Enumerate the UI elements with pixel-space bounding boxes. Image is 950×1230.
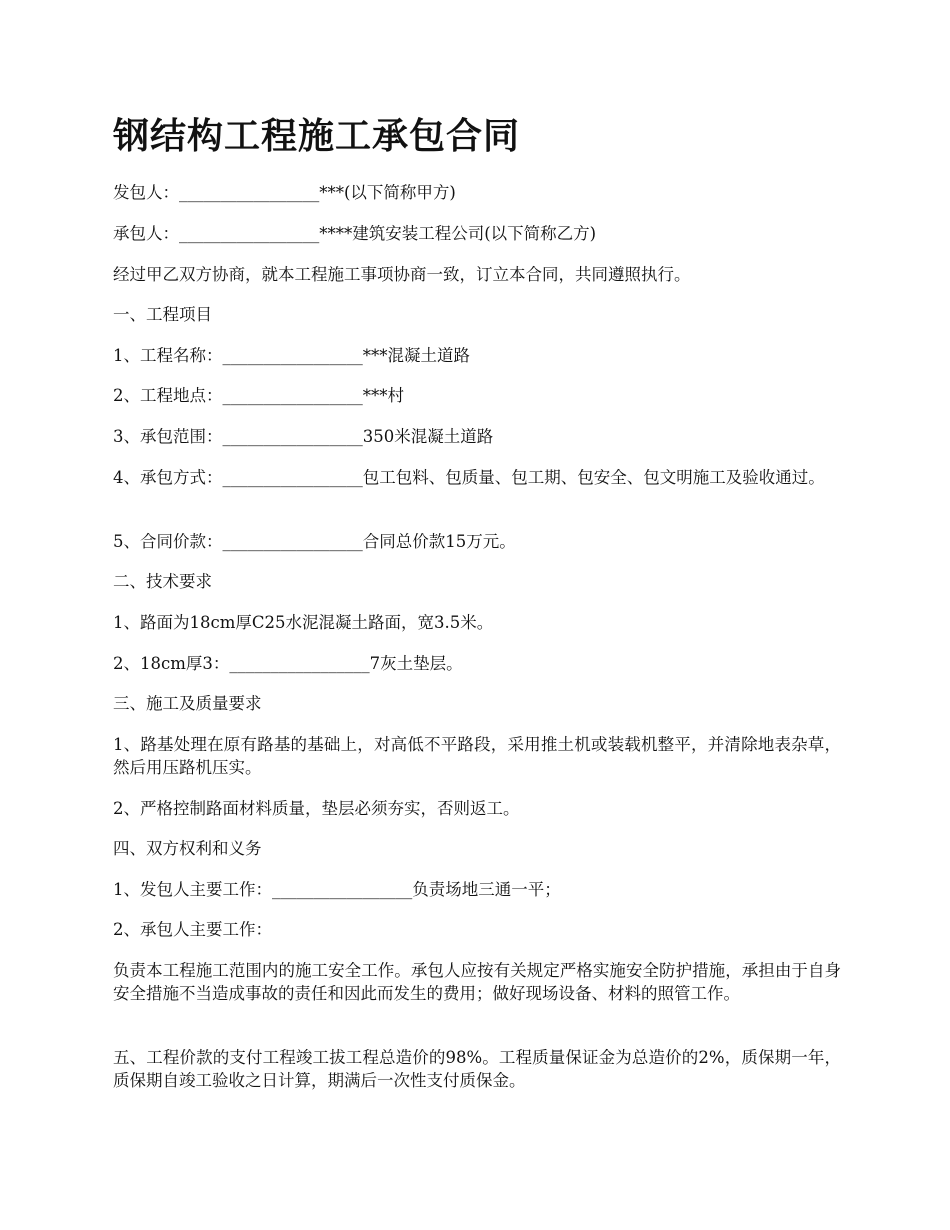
project-name-line: 1、工程名称：_________________***混凝土道路 [113, 346, 470, 365]
employer-line: 发包人：_________________***(以下简称甲方) [113, 183, 456, 202]
contract-price-line: 5、合同价款：_________________合同总价款15万元。 [113, 532, 516, 551]
contractor-duty-line: 2、承包人主要工作： [113, 920, 272, 939]
contractor-duty-paragraph: 负责本工程施工范围内的施工安全工作。承包人应按有关规定严格实施安全防护措施，承担由于自身安全措施不当造成事故的责任和因此而发生的费用；做好现场设备、材料的照管工作。 [113, 961, 841, 1003]
section-heading: 一、工程项目 [113, 305, 212, 324]
contract-scope-line: 3、承包范围：_________________350米混凝土道路 [113, 427, 494, 446]
quality-requirement-item: 2、严格控制路面材料质量，垫层必须夯实，否则返工。 [113, 799, 520, 818]
payment-terms-paragraph: 五、工程价款的支付工程竣工拔工程总造价的98%。工程质量保证金为总造价的2%，质保期一年，质保期自竣工验收之日计算，期满后一次性支付质保金。 [113, 1048, 841, 1090]
section-heading: 三、施工及质量要求 [113, 694, 262, 713]
technical-requirement-item: 1、路面为18cm厚C25水泥混凝土路面，宽3.5米。 [113, 613, 494, 632]
technical-requirement-item: 2、18cm厚3：_________________7灰土垫层。 [113, 654, 463, 673]
contract-method-line: 4、承包方式：_________________包工包料、包质量、包工期、包安全、包文明施工及验收通过。 [113, 468, 825, 487]
contractor-line: 承包人：_________________****建筑安装工程公司(以下简称乙方) [113, 224, 597, 243]
section-heading: 四、双方权利和义务 [113, 839, 262, 858]
employer-duty-line: 1、发包人主要工作：_________________负责场地三通一平； [113, 880, 561, 899]
preamble-paragraph: 经过甲乙双方协商，就本工程施工事项协商一致，订立本合同，共同遵照执行。 [113, 265, 691, 284]
project-location-line: 2、工程地点：_________________***村 [113, 386, 404, 405]
quality-requirement-item: 1、路基处理在原有路基的基础上，对高低不平路段，采用推土机或装载机整平，并清除地表杂草，然后用压路机压实。 [113, 735, 841, 777]
section-heading: 二、技术要求 [113, 572, 212, 591]
document-title: 钢结构工程施工承包合同 [113, 115, 521, 157]
